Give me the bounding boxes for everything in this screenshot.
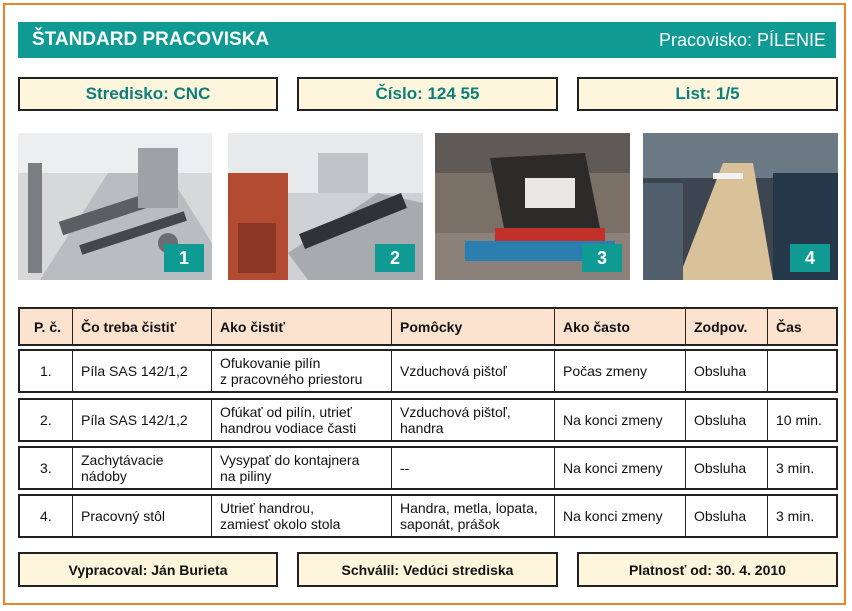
cell-responsible: Obsluha bbox=[685, 448, 767, 488]
photo-number-1: 1 bbox=[164, 244, 204, 272]
cell-tools: Vzduchová pištoľ bbox=[391, 351, 554, 391]
cell-responsible: Obsluha bbox=[685, 400, 767, 440]
cell-no: 4. bbox=[40, 508, 52, 524]
photo-number-3: 3 bbox=[582, 244, 622, 272]
cell-how: Ofukovanie pilín z pracovného priestoru bbox=[211, 351, 391, 391]
cell-what: Pracovný stôl bbox=[72, 496, 211, 536]
workplace-label: Pracovisko: PÍLENIE bbox=[658, 29, 826, 50]
table-row bbox=[18, 494, 838, 538]
cell-what: Zachytávacie nádoby bbox=[72, 448, 211, 488]
cell-frequency: Na konci zmeny bbox=[554, 448, 685, 488]
photo-4 bbox=[643, 133, 838, 280]
cell-time: 3 min. bbox=[767, 448, 836, 488]
table-row bbox=[18, 446, 838, 490]
cell-no: 1. bbox=[40, 363, 52, 379]
valid-from-label: Platnosť od: 30. 4. 2010 bbox=[629, 561, 786, 578]
cell-how: Vysypať do kontajnera na piliny bbox=[211, 448, 391, 488]
cell-frequency: Počas zmeny bbox=[554, 351, 685, 391]
cell-tools: -- bbox=[391, 448, 554, 488]
cell-time bbox=[767, 351, 836, 391]
cell-no: 3. bbox=[40, 460, 52, 476]
approved-by-label: Schválil: Vedúci strediska bbox=[341, 561, 514, 578]
photo-number-2: 2 bbox=[375, 244, 415, 272]
cell-how: Utrieť handrou, zamiesť okolo stola bbox=[211, 496, 391, 536]
col-header-frequency: Ako často bbox=[554, 309, 685, 344]
col-header-tools: Pomôcky bbox=[391, 309, 554, 344]
photo-3 bbox=[435, 133, 630, 280]
col-header-no: P. č. bbox=[34, 318, 61, 335]
center-box bbox=[18, 77, 278, 111]
cell-time: 3 min. bbox=[767, 496, 836, 536]
photo-2 bbox=[228, 133, 423, 280]
photo-1 bbox=[18, 133, 212, 280]
valid-from-box bbox=[577, 552, 838, 587]
sheet-box bbox=[577, 77, 838, 111]
cell-responsible: Obsluha bbox=[685, 351, 767, 391]
cell-what: Píla SAS 142/1,2 bbox=[72, 400, 211, 440]
cell-responsible: Obsluha bbox=[685, 496, 767, 536]
col-header-how: Ako čistiť bbox=[211, 309, 391, 344]
table-row bbox=[18, 349, 838, 393]
col-header-responsible: Zodpov. bbox=[685, 309, 767, 344]
cell-time: 10 min. bbox=[767, 400, 836, 440]
cell-frequency: Na konci zmeny bbox=[554, 496, 685, 536]
table-header bbox=[18, 307, 838, 346]
cell-frequency: Na konci zmeny bbox=[554, 400, 685, 440]
col-header-what: Čo treba čistiť bbox=[72, 309, 211, 344]
page-header bbox=[18, 22, 836, 58]
document-title: ŠTANDARD PRACOVISKA bbox=[32, 29, 270, 50]
prepared-by-label: Vypracoval: Ján Burieta bbox=[68, 561, 228, 578]
sheet-label: List: 1/5 bbox=[675, 84, 740, 103]
photo-number-4: 4 bbox=[790, 244, 830, 272]
cell-what: Píla SAS 142/1,2 bbox=[72, 351, 211, 391]
cell-tools: Vzduchová pištoľ, handra bbox=[391, 400, 554, 440]
approved-by-box bbox=[297, 552, 558, 587]
center-label: Stredisko: CNC bbox=[85, 84, 211, 103]
number-label: Číslo: 124 55 bbox=[375, 84, 480, 103]
prepared-by-box bbox=[18, 552, 278, 587]
cell-how: Ofúkať od pilín, utrieť handrou vodiace časti bbox=[211, 400, 391, 440]
cell-no: 2. bbox=[40, 412, 52, 428]
col-header-time: Čas bbox=[767, 309, 836, 344]
number-box bbox=[297, 77, 558, 111]
table-row bbox=[18, 398, 838, 442]
cell-tools: Handra, metla, lopata, saponát, prášok bbox=[391, 496, 554, 536]
